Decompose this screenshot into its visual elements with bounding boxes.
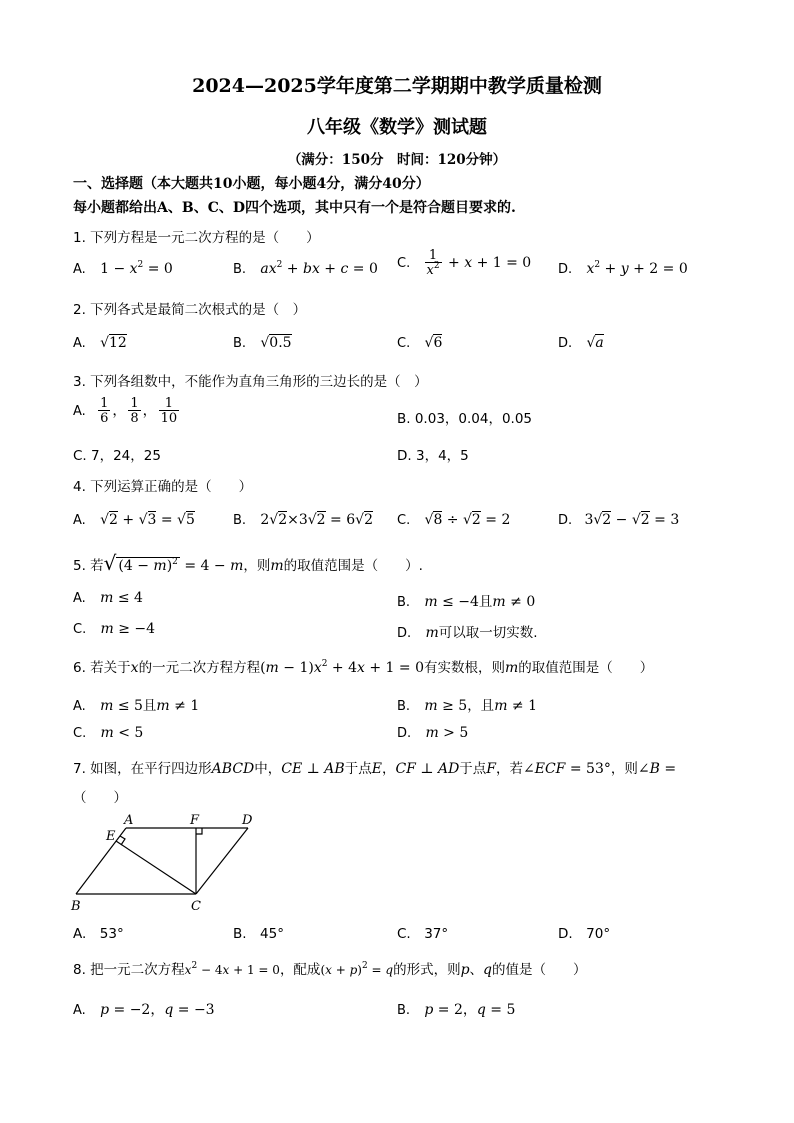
option-letter: B. [233, 513, 247, 528]
segment-ce [116, 841, 196, 894]
question-6-option-c: C. m < 5 [73, 725, 144, 741]
exam-meta: （满分：150分 时间：120分钟） [287, 152, 507, 168]
option-text: 且 [142, 698, 157, 714]
stem-text: 于点 [344, 761, 372, 777]
stem-text: ，配成 [279, 962, 321, 978]
option-letter: C. [397, 513, 411, 528]
option-letter: D. [397, 726, 412, 741]
stem-text: ， [381, 761, 396, 777]
side-ab [76, 828, 126, 894]
option-text: 可以取一切实数. [438, 625, 538, 641]
question-2-option-b: B. √0.5 [233, 335, 292, 351]
right-angle-mark-f [196, 828, 202, 834]
question-6-option-a: A. m ≤ 5且m ≠ 1 [73, 698, 200, 714]
question-4-option-a: A. √2 + √3 = √5 [73, 512, 195, 528]
question-3-option-d: D. 3，4，5 [397, 448, 469, 464]
option-letter: B. [233, 336, 247, 351]
question-7-option-a: A. 53° [73, 926, 124, 942]
stem-text: ，若 [496, 761, 524, 777]
section-heading: 一、选择题（本大题共10小题，每小题4分，满分40分） [73, 176, 430, 192]
question-7-option-b: B. 45° [233, 926, 284, 942]
option-text: ，且 [467, 698, 495, 714]
vertex-label-e: E [106, 829, 116, 844]
question-7-stem-cont: （ ） [73, 790, 127, 806]
question-4-stem: 4. 下列运算正确的是（ ） [73, 479, 253, 495]
question-3-option-a: A. $\frac{1}{6}$ ， $\frac{1}{8}$ ， $\frac{1}{10}$ [73, 396, 178, 426]
question-6-stem: 6. 若关于x的一元二次方程方程$(m - 1)x^2 + 4x + 1 = 0$有实数根，则m的取值范围是（ ） [73, 659, 654, 676]
question-5-option-a: A. m ≤ 4 [73, 590, 143, 606]
question-8-option-b: B. p = 2，q = 5 [397, 1002, 516, 1018]
question-4-option-c: C. √8 ÷ √2 = 2 [397, 512, 511, 528]
question-1-stem: 1. 下列方程是一元二次方程的是（ ） [73, 230, 320, 246]
question-7-stem: 7. 如图，在平行四边形ABCD中，CE ⊥ AB于点E，CF ⊥ AD于点F，若∠ECF = 53°，则∠B = [73, 761, 677, 777]
side-cd [196, 828, 248, 894]
question-3-option-b: B. 0.03，0.04，0.05 [397, 411, 533, 427]
option-letter: C. [397, 256, 411, 271]
option-letter: B. [233, 262, 247, 277]
stem-text: 有实数根，则 [424, 660, 505, 676]
question-1-option-a: A. $1 - x^2 = 0$ [73, 260, 173, 277]
stem-text: 的形式，则 [393, 962, 461, 978]
question-3-option-c: C. 7，24，25 [73, 448, 161, 464]
option-letter: B. [397, 595, 411, 610]
vertex-label-a: A [124, 813, 134, 828]
question-6-option-b: B. m ≥ 5，且m ≠ 1 [397, 698, 538, 714]
stem-text: 的取值范围是（ ） [518, 660, 654, 676]
option-letter: A. [73, 699, 86, 714]
option-letter: A. [73, 1003, 86, 1018]
question-1-option-b: B. $ax^2$ + bx + c = 0 [233, 260, 378, 277]
question-5-stem: 5. 若√ $(4 - m)^2 = 4 - m$，则m的取值范围是（ ）. [73, 551, 423, 575]
question-7-option-c: C. 37° [397, 926, 449, 942]
question-5-option-b: B. m ≤ −4且m ≠ 0 [397, 594, 536, 610]
question-6-option-d: D. m > 5 [397, 725, 469, 741]
vertex-label-b: B [71, 899, 81, 914]
option-letter: B. [397, 1003, 411, 1018]
option-letter: A. [73, 513, 86, 528]
stem-text: 于点 [459, 761, 487, 777]
stem-text: 的一元二次方程方程 [138, 660, 261, 676]
option-letter: D. [558, 336, 573, 351]
option-letter: A. [73, 404, 86, 419]
question-8-stem: 8. 把一元二次方程$x^2 - 4x + 1 = 0$，配成$(x + p)^2 = q$的形式，则p、q的值是（ ） [73, 961, 587, 978]
question-2-option-d: D. √a [558, 335, 604, 351]
question-7-option-d: D. 70° [558, 926, 611, 942]
option-text: 且 [478, 594, 493, 610]
question-2-stem: 2. 下列各式是最简二次根式的是（ ） [73, 302, 307, 318]
vertex-label-d: D [242, 813, 253, 828]
section-instruction: 每小题都给出A、B、C、D四个选项，其中只有一个是符合题目要求的. [73, 200, 516, 216]
question-4-option-d: D. 3√2 − √2 = 3 [558, 512, 680, 528]
stem-text: 的值是（ ） [492, 962, 587, 978]
exam-subtitle: 八年级《数学》测试题 [307, 117, 487, 138]
question-3-stem: 3. 下列各组数中，不能作为直角三角形的三边长的是（ ） [73, 374, 428, 390]
stem-text: 7. 如图，在平行四边形 [73, 761, 212, 777]
stem-text: 6. 若关于 [73, 660, 131, 676]
option-letter: A. [73, 591, 86, 606]
stem-text: 、 [469, 962, 484, 978]
option-letter: D. [558, 513, 573, 528]
exam-title: 2024—2025学年度第二学期期中教学质量检测 [192, 75, 602, 97]
question-8-option-a: A. p = −2，q = −3 [73, 1002, 215, 1018]
stem-text: 8. 把一元二次方程 [73, 962, 185, 978]
option-letter: C. [73, 726, 87, 741]
stem-text: 5. 若 [73, 558, 104, 574]
option-letter: D. [397, 626, 412, 641]
option-letter: A. [73, 262, 86, 277]
question-1-option-d: D. $x^2 + y + 2 = 0$ [558, 260, 688, 277]
option-letter: C. [73, 622, 87, 637]
option-letter: C. [397, 336, 411, 351]
question-2-option-a: A. √12 [73, 335, 127, 351]
option-letter: A. [73, 336, 86, 351]
question-5-option-c: C. m ≥ −4 [73, 621, 156, 637]
stem-text: ，则 [610, 761, 638, 777]
question-2-option-c: C. √6 [397, 335, 443, 351]
parallelogram-figure [68, 810, 268, 916]
question-1-option-c: C. $\frac{1}{x^2}$ + x + 1 = 0 [397, 248, 532, 278]
stem-text: 的取值范围是（ ）. [283, 558, 423, 574]
question-5-option-d: D. m可以取一切实数. [397, 625, 538, 641]
stem-text: ，则 [243, 558, 271, 574]
option-letter: D. [558, 262, 573, 277]
question-4-option-b: B. 2√2×3√2 = 6√2 [233, 512, 373, 528]
vertex-label-f: F [190, 813, 200, 828]
stem-text: 中， [254, 761, 282, 777]
option-letter: B. [397, 699, 411, 714]
vertex-label-c: C [191, 899, 201, 914]
